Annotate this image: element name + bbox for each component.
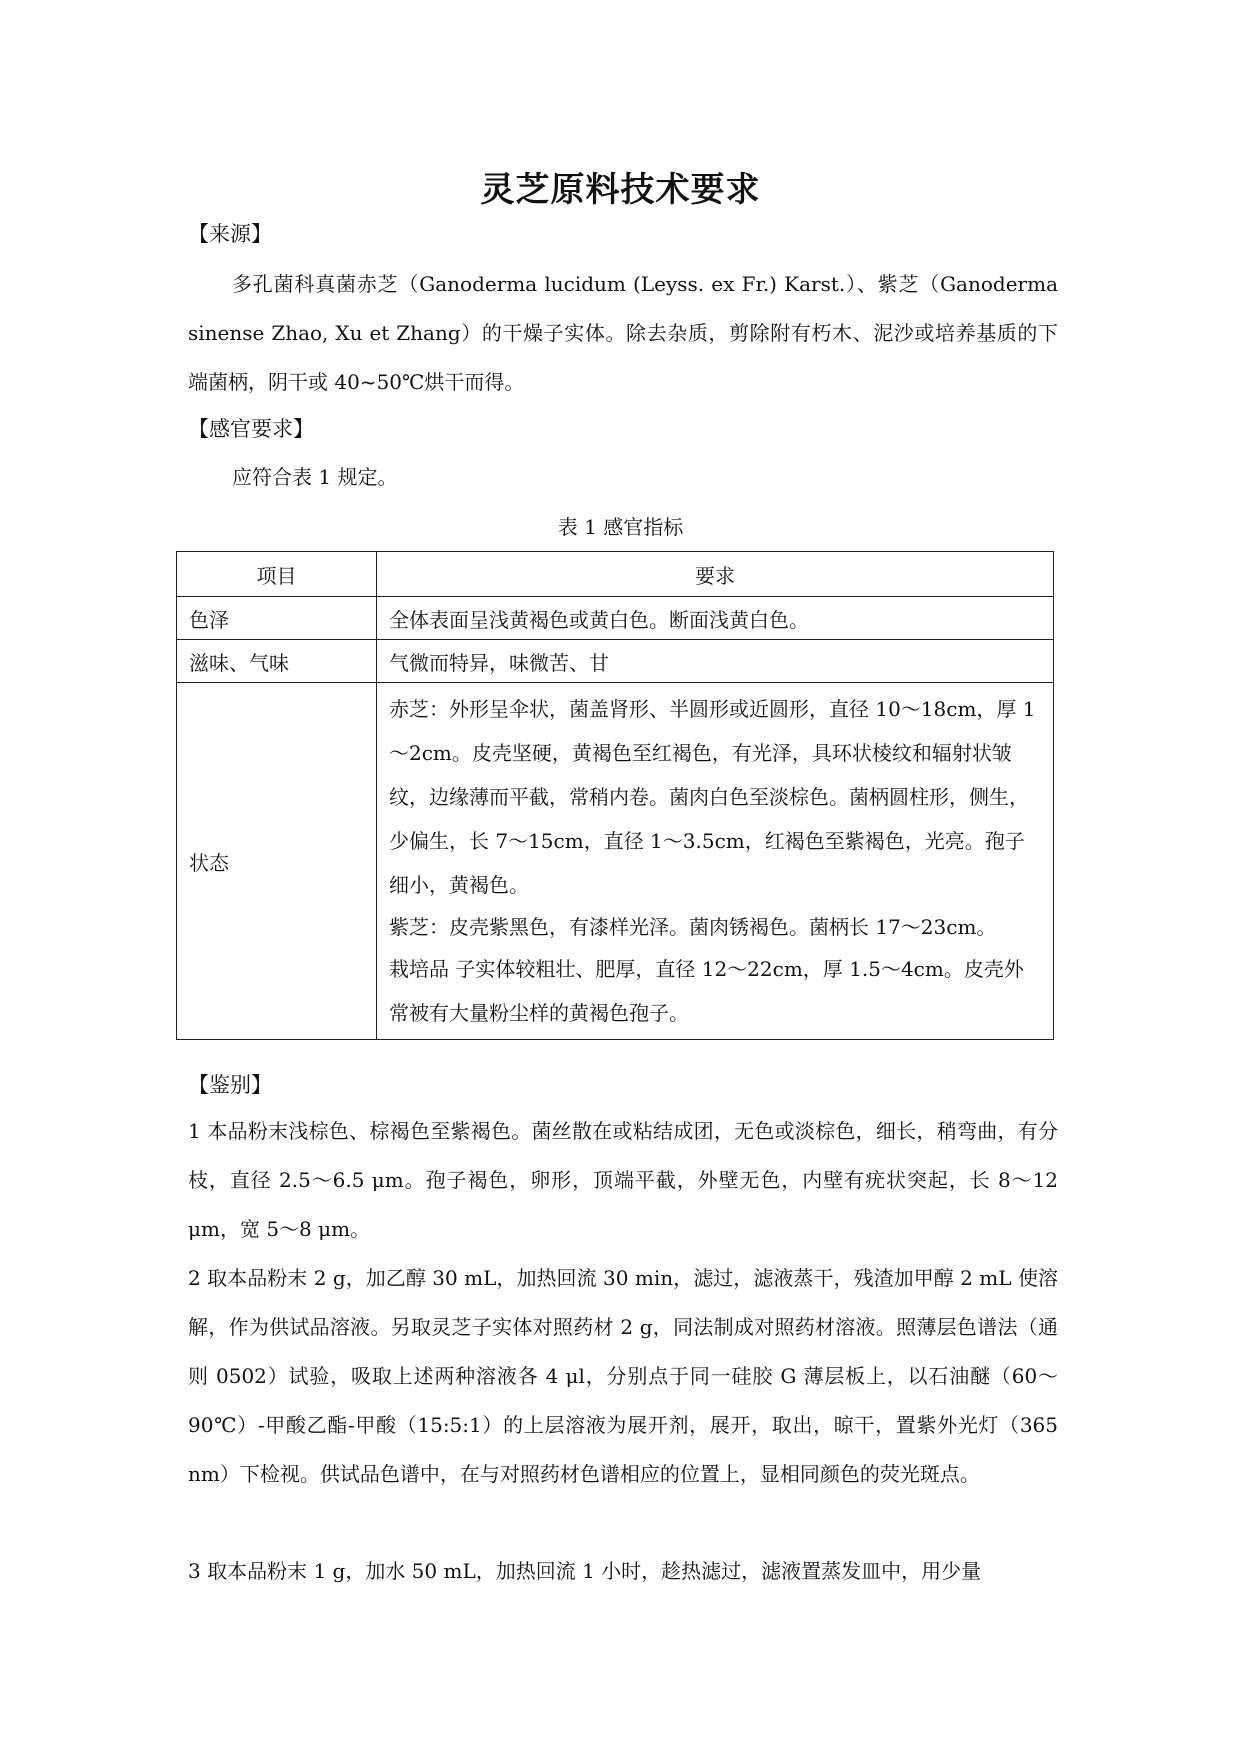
identification-heading: 【鉴别】: [188, 1073, 272, 1097]
identification-item-3: 3 取本品粉末 1 g，加水 50 mL，加热回流 1 小时，趁热滤过，滤液置蒸发皿中，用少量: [188, 1559, 982, 1583]
identification-item-1: 1 本品粉末浅棕色、棕褐色至紫褐色。菌丝散在或粘结成团，无色或淡棕色，细长，稍弯曲，有分枝，直径 2.5～6.5 μm。孢子褐色，卵形，顶端平截，外壁无色，内壁有疣状突起，长 8～12 μm，宽 5～8 μm。: [188, 1119, 1058, 1241]
sensory-heading: 【感官要求】: [188, 417, 314, 441]
table-cell-requirement: 气微而特异，味微苦、甘: [377, 640, 1054, 683]
table-cell-requirement: 全体表面呈浅黄褐色或黄白色。断面浅黄白色。: [377, 597, 1054, 640]
table-row: [177, 640, 1054, 683]
state-zizhi-text: 紫芝：皮壳紫黑色，有漆样光泽。菌肉锈褐色。菌柄长 17～23cm。: [389, 915, 997, 939]
table-cell-state-description: [377, 683, 1054, 1040]
source-heading: 【来源】: [188, 222, 272, 246]
sensory-table: [176, 551, 1054, 1040]
state-chizhi-text: 赤芝：外形呈伞状，菌盖肾形、半圆形或近圆形，直径 10～18cm，厚 1～2cm。皮壳坚硬，黄褐色至红褐色，有光泽，具环状棱纹和辐射状皱纹，边缘薄而平截，常稍内卷。菌肉白色至淡棕色。菌柄圆柱形，侧生，少偏生，长 7～15cm，直径 1～3.5cm，红褐色至紫褐色，光亮。孢子细小，黄褐色。: [389, 697, 1036, 897]
sensory-paragraph: 应符合表 1 规定。: [232, 465, 398, 489]
table-caption: 表 1 感官指标: [557, 515, 684, 539]
table-header-item: 项目: [177, 552, 377, 597]
identification-item-2: 2 取本品粉末 2 g，加乙醇 30 mL，加热回流 30 min，滤过，滤液蒸干，残渣加甲醇 2 mL 使溶解，作为供试品溶液。另取灵芝子实体对照药材 2 g，同法制成对照药材溶液。照薄层色谱法（通则 0502）试验，吸取上述两种溶液各 4 μl，分别点于同一硅胶 G 薄层板上，以石油醚（60～90℃）-甲酸乙酯-甲酸（15:5:1）的上层溶液为展开剂，展开，取出，晾干，置紫外光灯（365 nm）下检视。供试品色谱中，在与对照药材色谱相应的位置上，显相同颜色的荧光斑点。: [188, 1266, 1058, 1486]
table-header-requirement: 要求: [377, 552, 1054, 597]
table-cell-item: 滋味、气味: [177, 640, 377, 683]
table-cell-item: 状态: [177, 683, 377, 1040]
table-header-row: [177, 552, 1054, 597]
table-row: [177, 597, 1054, 640]
table-row-state: [177, 683, 1054, 1040]
state-cultivated-text: 栽培品 子实体较粗壮、肥厚，直径 12～22cm，厚 1.5～4cm。皮壳外常被有大量粉尘样的黄褐色孢子。: [389, 957, 1024, 1025]
document-title: 灵芝原料技术要求: [480, 170, 761, 210]
table-cell-item: 色泽: [177, 597, 377, 640]
source-paragraph: 多孔菌科真菌赤芝（Ganoderma lucidum (Leyss. ex Fr.) Karst.）、紫芝（Ganoderma sinense Zhao, Xu et Zhang）的干燥子实体。除去杂质，剪除附有朽木、泥沙或培养基质的下端菌柄，阴干或 40~50℃烘干而得。: [188, 272, 1058, 394]
